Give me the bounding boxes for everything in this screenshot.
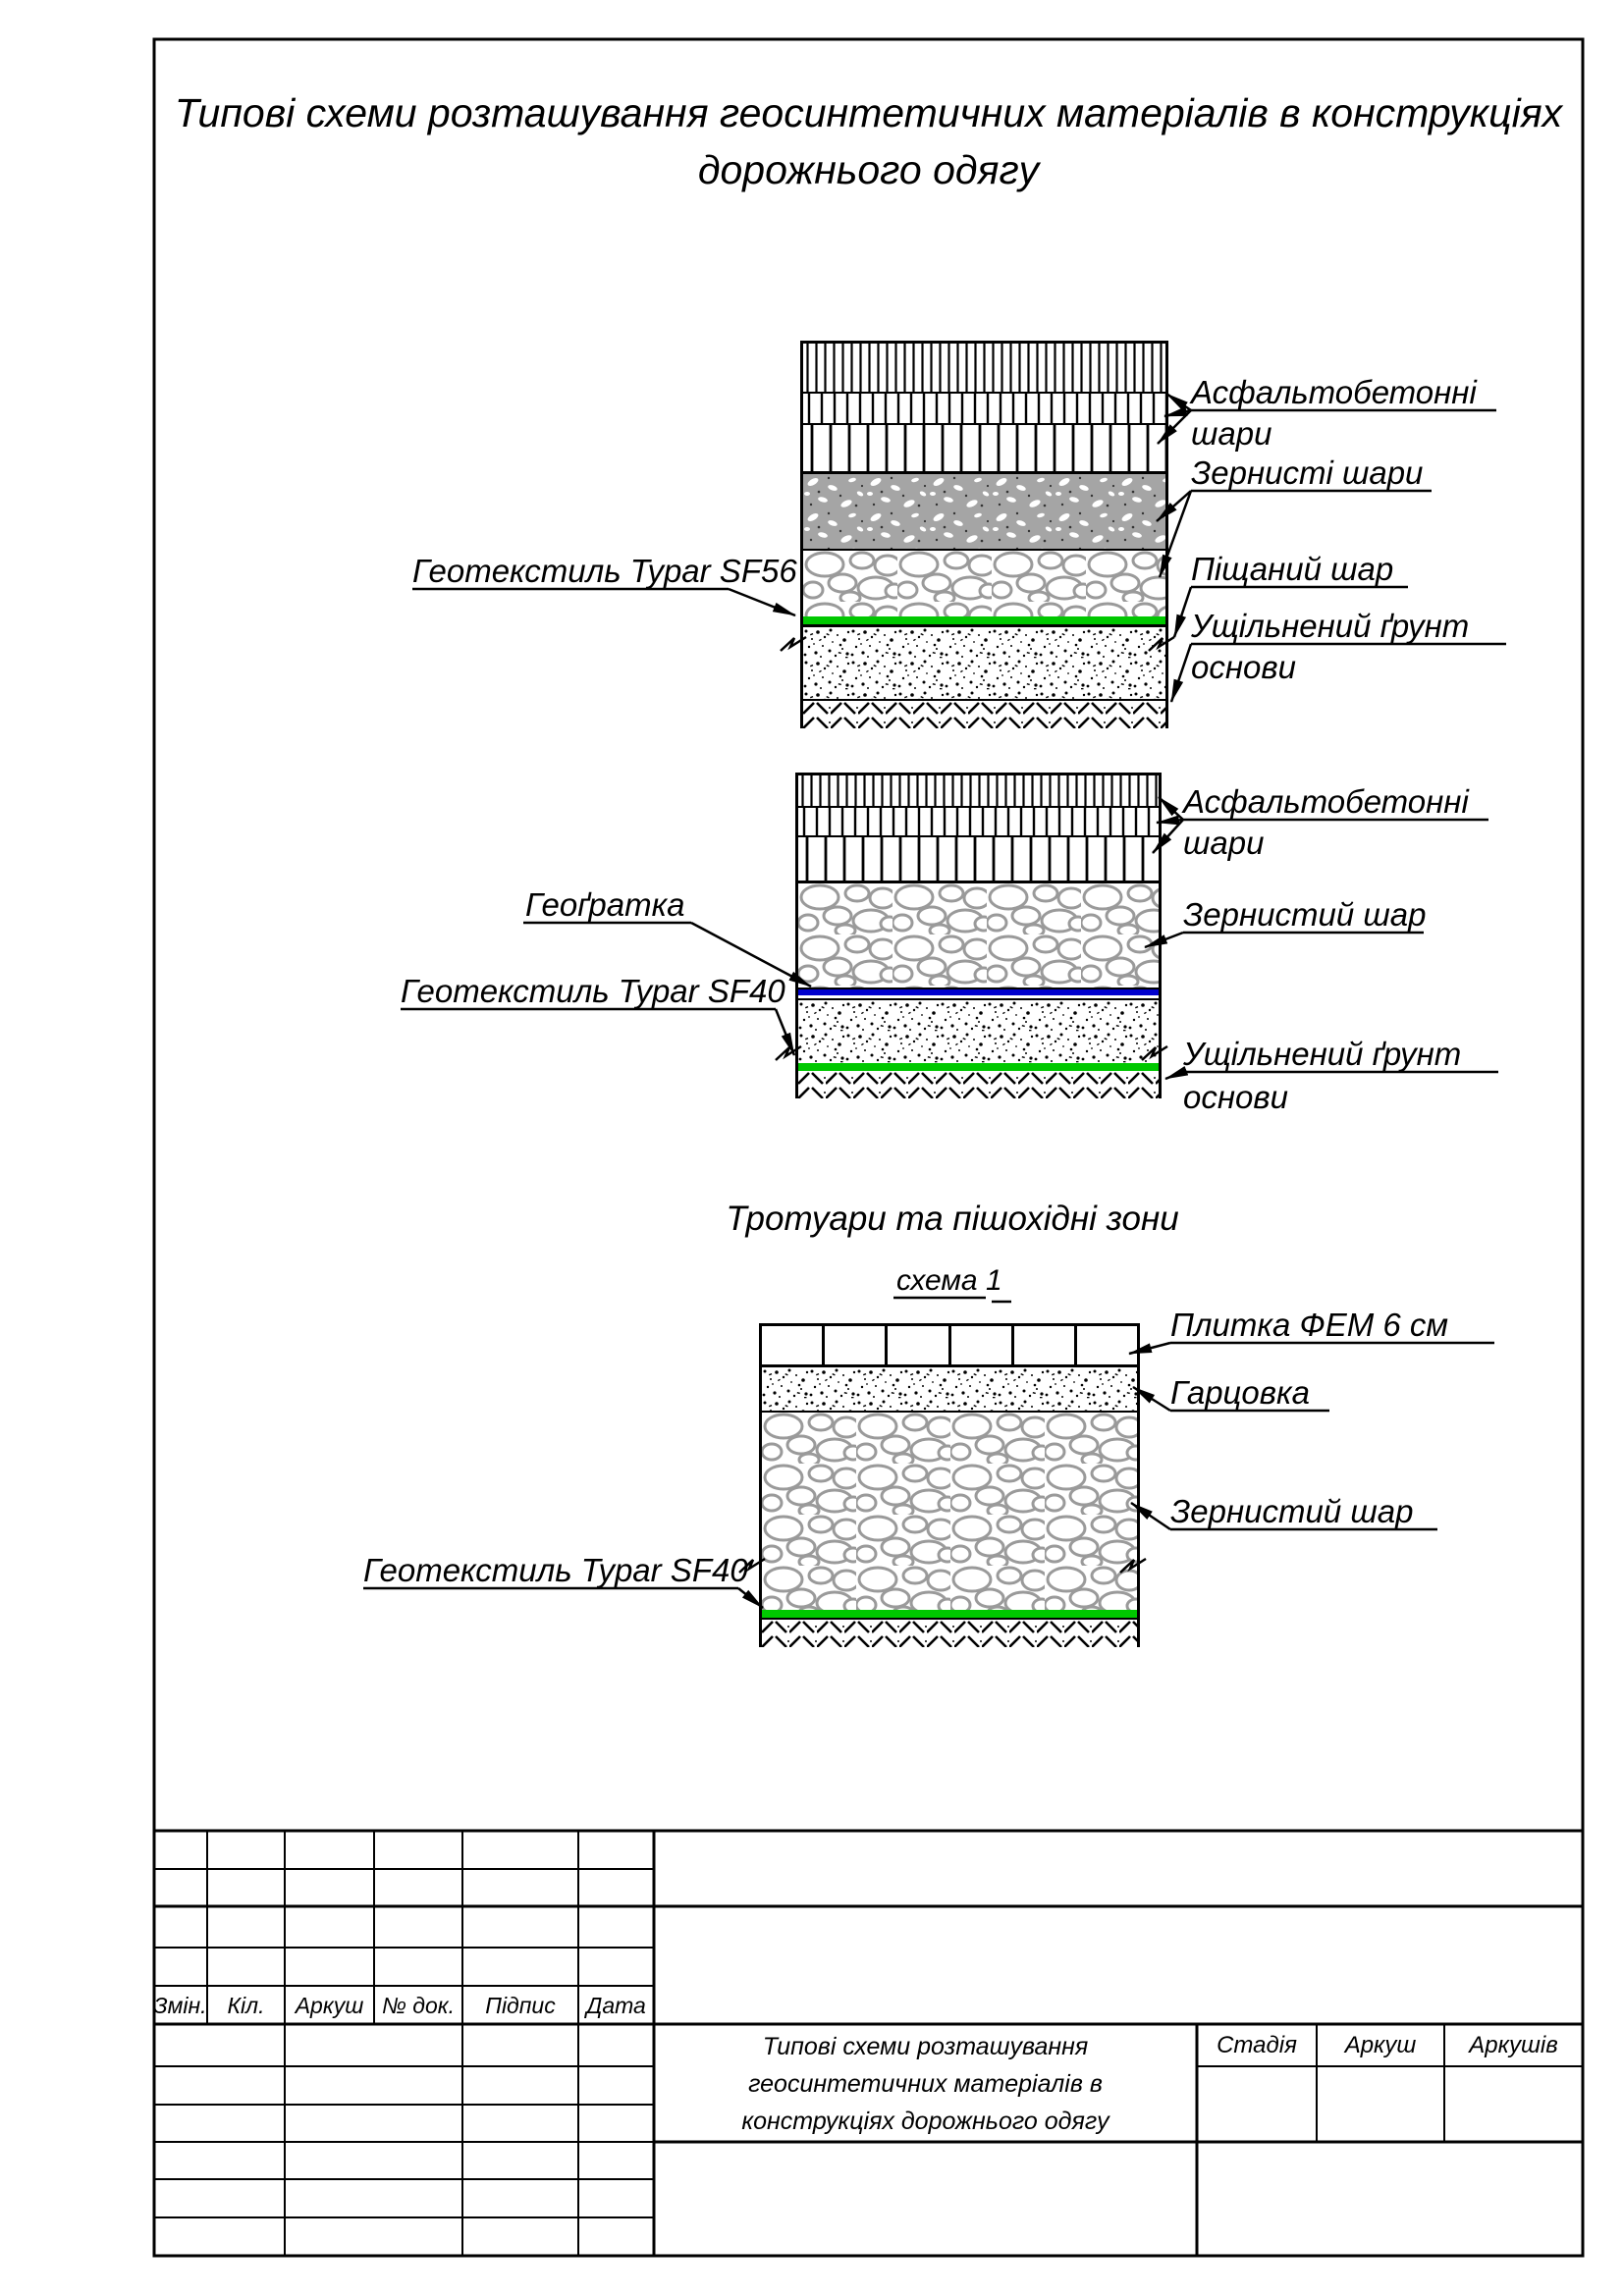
paving-tile — [888, 1326, 950, 1364]
d2-subgrade-label-line1: Ущільнений ґрунт — [1183, 1036, 1462, 1072]
asphalt-layer-2 — [803, 394, 1165, 425]
diagram3-column — [759, 1323, 1140, 1647]
d3-tiles-label: Плитка ФЕМ 6 см — [1170, 1307, 1449, 1343]
section3-title: Тротуари та пішохідні зони — [726, 1200, 1179, 1238]
d2-granular-label: Зернистий шар — [1183, 896, 1427, 933]
bedding-layer — [762, 1367, 1137, 1413]
d1-sand-label: Піщаний шар — [1191, 551, 1394, 587]
diagram1-column — [800, 341, 1168, 728]
paving-tiles-layer — [762, 1326, 1137, 1367]
paving-tile — [1014, 1326, 1077, 1364]
tb-header-nodok: № док. — [381, 1993, 456, 2018]
geotextile-line-sf40 — [762, 1610, 1137, 1620]
d1-asphalt-label-line2: шари — [1191, 415, 1272, 452]
d1-granular-label: Зернисті шари — [1191, 454, 1424, 491]
d1-geotextile-label: Геотекстиль Typar SF56 — [412, 553, 797, 589]
granular-layer-lower — [803, 551, 1165, 616]
asphalt-layer-3 — [798, 837, 1159, 883]
paving-tile — [951, 1326, 1014, 1364]
d1-subgrade-label-line2: основи — [1191, 649, 1296, 685]
page-title — [154, 84, 1583, 198]
d3-geotextile-label: Геотекстиль Typar SF40 — [363, 1552, 748, 1588]
tb-doc-title-line1: Типові схеми розташування — [762, 2033, 1089, 2060]
tb-header-kil: Кіл. — [227, 1993, 265, 2018]
d2-asphalt-label-line1: Асфальтобетонні — [1183, 783, 1469, 820]
paving-tile — [1077, 1326, 1137, 1364]
subgrade-hatch — [762, 1620, 1137, 1647]
page-title-line2: дорожнього одягу — [697, 147, 1040, 192]
diagram2-column — [795, 773, 1162, 1098]
d2-geogrid-label: Геоґратка — [525, 886, 685, 923]
paving-tile — [825, 1326, 888, 1364]
tb-sheets-header: Аркушів — [1469, 2032, 1558, 2058]
subgrade-hatch — [798, 1071, 1159, 1098]
tb-stage-header: Стадія — [1217, 2032, 1297, 2058]
d1-asphalt-label-line1: Асфальтобетонні — [1191, 374, 1477, 410]
page-title-line1: Типові схеми розташування геосинтетичних матеріалів в конструкціях — [174, 90, 1563, 135]
d1-subgrade-label-line1: Ущільнений ґрунт — [1191, 608, 1470, 644]
granular-layer — [798, 883, 1159, 989]
asphalt-layer-1 — [798, 775, 1159, 808]
granular-layer-upper — [803, 474, 1165, 551]
subgrade-hatch — [803, 701, 1165, 728]
sand-layer — [803, 627, 1165, 701]
d3-granular-label: Зернистий шар — [1170, 1493, 1414, 1529]
d2-geotextile-label: Геотекстиль Typar SF40 — [401, 973, 785, 1009]
geotextile-line-sf56 — [803, 616, 1165, 627]
asphalt-layer-2 — [798, 808, 1159, 837]
tb-header-zmin: Змін. — [153, 1993, 207, 2018]
granular-layer — [762, 1413, 1137, 1610]
tb-doc-title-line3: конструкціях дорожнього одягу — [741, 2108, 1109, 2135]
geotextile-line-sf40 — [798, 1063, 1159, 1071]
d2-subgrade-label-line2: основи — [1183, 1079, 1288, 1115]
section3-subtitle: схема 1 — [896, 1264, 1002, 1297]
tb-header-data: Дата — [586, 1993, 646, 2018]
asphalt-layer-1 — [803, 344, 1165, 394]
d3-bedding-label: Гарцовка — [1170, 1374, 1310, 1411]
tb-doc-title — [654, 2028, 1197, 2140]
paving-tile — [762, 1326, 825, 1364]
d2-asphalt-label-line2: шари — [1183, 825, 1265, 861]
tb-header-arkush: Аркуш — [295, 1993, 364, 2018]
tb-doc-title-line2: геосинтетичних матеріалів в — [748, 2070, 1103, 2098]
tb-sheet-header: Аркуш — [1344, 2032, 1417, 2058]
asphalt-layer-3 — [803, 425, 1165, 474]
tb-header-pidpys: Підпис — [485, 1993, 556, 2018]
soil-layer — [798, 1000, 1159, 1063]
